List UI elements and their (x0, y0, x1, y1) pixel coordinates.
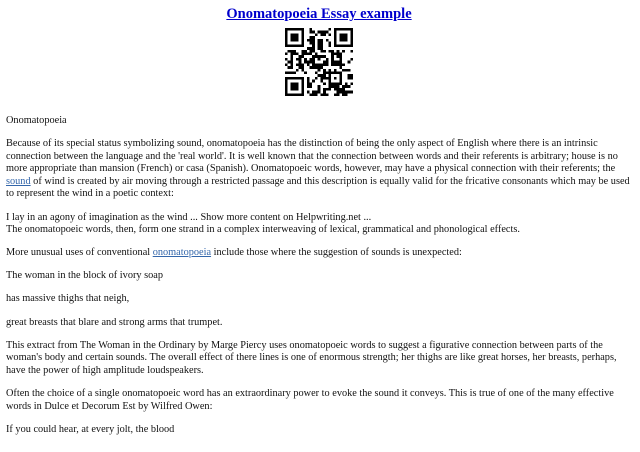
poem-line-owen: If you could hear, at every jolt, the blood (6, 423, 175, 435)
onomatopoeia-link[interactable]: onomatopoeia (152, 247, 212, 259)
paragraph-poem-line: I lay in an agony of imagination as the wind ... Show more content on Helpwriting.net ... (6, 211, 372, 223)
poem-line-3: great breasts that blare and strong arms that trumpet. (6, 316, 223, 328)
unusual-text-start: More unusual uses of conventional (6, 247, 153, 259)
page-title (6, 0, 632, 23)
poem-line-2: has massive thighs that neigh, (6, 293, 130, 305)
paragraph-piercy: This extract from The Woman in the Ordinary by Marge Piercy uses onomatopoeic words to suggest a figurative connection between parts of the woman's body and certain sounds. The overall effect of there lines is one of enormous strength; her thighs are like great horses, her breasts, perhaps, have the power of high amplitude loudspeakers. (6, 339, 617, 376)
sound-link[interactable]: sound (6, 175, 31, 187)
paragraph-intro (6, 138, 632, 201)
essay-body (6, 115, 632, 436)
paragraph-owen: Often the choice of a single onomatopoeic word has an extraordinary power to evoke the sound it conveys. This is true of one of the many effective words in Dulce et Decorum Est by Wilfred Owen: (6, 387, 614, 412)
poem-line-1: The woman in the block of ivory soap (6, 270, 163, 282)
intro-text-end: of wind is created by air moving through a restricted passage and this description is equally valid for the fricative consonants which may be used to represent the wind in a poetic context: (6, 175, 630, 200)
paragraph-strand: The onomatopoeic words, then, form one strand in a complex interweaving of lexical, grammatical and phonological effects. (6, 224, 520, 236)
paragraph-unusual (6, 247, 632, 260)
paragraph-heading: Onomatopoeia (6, 115, 67, 126)
title-link[interactable]: Onomatopoeia Essay example (226, 6, 412, 22)
qr-code-container (6, 28, 632, 96)
intro-text-start: Because of its special status symbolizing sound, onomatopoeia has the distinction of being the only aspect of English where there is an intrinsic connection between the language and the 'real world'. It is well known that the connection between words and their referents is arbitrary; house is no more appropriate than mansion (French) or casa (Spanish). Onomatopoeic words, however, may have a physical connection with their referents; the (6, 138, 618, 175)
unusual-text-end: include those where the suggestion of sounds is unexpected: (211, 247, 462, 259)
qr-code-icon (285, 28, 353, 96)
